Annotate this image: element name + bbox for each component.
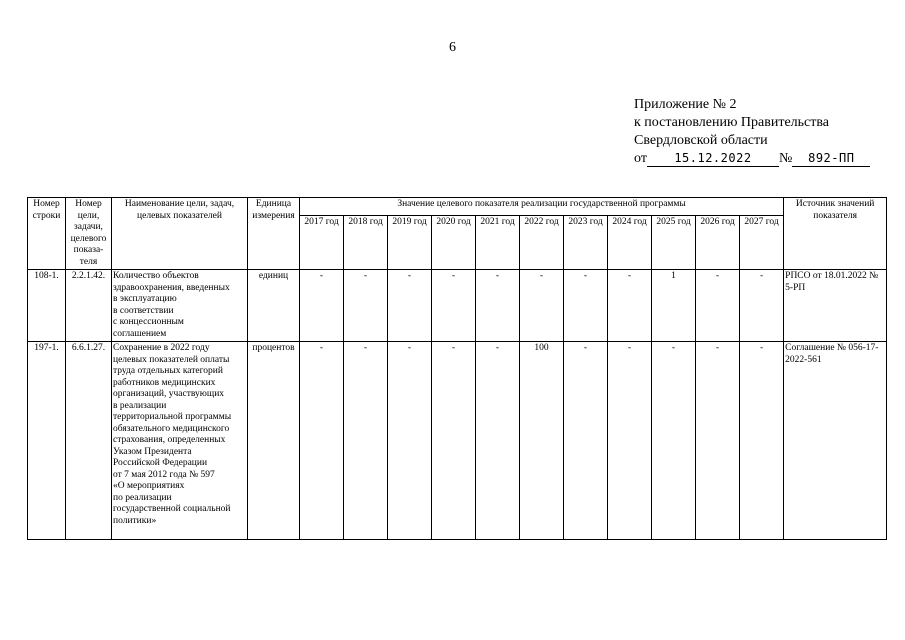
- appendix-header: [634, 96, 870, 168]
- unit-cell: единиц: [248, 270, 300, 342]
- value-cell: 1: [652, 270, 696, 342]
- value-cell: -: [608, 270, 652, 342]
- header-year: 2023 год: [564, 216, 608, 270]
- appendix-title: Приложение № 2: [634, 97, 737, 112]
- indicator-name-cell: Количество объектов здравоохранения, введенных в эксплуатацию в соответствии с концессионным соглашением: [112, 270, 248, 342]
- header-year: 2027 год: [740, 216, 784, 270]
- header-year: 2019 год: [388, 216, 432, 270]
- value-cell: -: [564, 342, 608, 540]
- indicator-name-cell: Сохранение в 2022 году целевых показателей оплаты труда отдельных категорий работников медицинских организаций, участвующих в реализации территориальной программы обязательного медицинского страхования, определенных Указом Президента Российской Федерации от 7 мая 2012 года № 597 «О мероприятиях по реализации государственной социальной политики»: [112, 342, 248, 540]
- value-cell: -: [476, 270, 520, 342]
- appendix-line-3: Свердловской области: [634, 133, 768, 148]
- value-cell: -: [344, 342, 388, 540]
- appendix-date-line: [634, 150, 870, 168]
- page-number: 6: [449, 40, 456, 55]
- value-cell: -: [608, 342, 652, 540]
- header-values-group: Значение целевого показателя реализации государственной программы: [300, 198, 784, 216]
- value-cell: -: [300, 270, 344, 342]
- unit-cell: процентов: [248, 342, 300, 540]
- source-cell: РПСО от 18.01.2022 № 5-РП: [784, 270, 887, 342]
- header-row-number: Номер строки: [28, 198, 66, 270]
- value-cell: -: [740, 270, 784, 342]
- number-prefix: №: [778, 151, 793, 166]
- value-cell: -: [476, 342, 520, 540]
- value-cell: -: [740, 342, 784, 540]
- header-year: 2018 год: [344, 216, 388, 270]
- header-year: 2026 год: [696, 216, 740, 270]
- header-unit: Единица измерения: [248, 198, 300, 270]
- value-cell: -: [696, 270, 740, 342]
- resolution-number: 892-ПП: [792, 150, 870, 167]
- value-cell: -: [344, 270, 388, 342]
- header-year: 2025 год: [652, 216, 696, 270]
- row-number-cell: 197-1.: [28, 342, 66, 540]
- value-cell: 100: [520, 342, 564, 540]
- header-year: 2017 год: [300, 216, 344, 270]
- value-cell: -: [432, 270, 476, 342]
- table-row: [28, 342, 887, 540]
- table-row: [28, 270, 887, 342]
- date-prefix: от: [634, 151, 647, 166]
- row-number-cell: 108-1.: [28, 270, 66, 342]
- value-cell: -: [564, 270, 608, 342]
- header-year: 2024 год: [608, 216, 652, 270]
- goal-number-cell: 2.2.1.42.: [66, 270, 112, 342]
- value-cell: -: [388, 270, 432, 342]
- header-source: Источник значений показателя: [784, 198, 887, 270]
- header-name: Наименование цели, задач, целевых показателей: [112, 198, 248, 270]
- value-cell: -: [388, 342, 432, 540]
- value-cell: -: [432, 342, 476, 540]
- value-cell: -: [520, 270, 564, 342]
- indicators-table: [27, 197, 887, 540]
- resolution-date: 15.12.2022: [647, 150, 779, 167]
- goal-number-cell: 6.6.1.27.: [66, 342, 112, 540]
- header-year: 2022 год: [520, 216, 564, 270]
- value-cell: -: [696, 342, 740, 540]
- header-year: 2021 год: [476, 216, 520, 270]
- header-goal-number: Номер цели, задачи, целевого показа-теля: [66, 198, 112, 270]
- source-cell: Соглашение № 056-17-2022-561: [784, 342, 887, 540]
- header-year: 2020 год: [432, 216, 476, 270]
- value-cell: -: [652, 342, 696, 540]
- value-cell: -: [300, 342, 344, 540]
- appendix-line-2: к постановлению Правительства: [634, 115, 830, 130]
